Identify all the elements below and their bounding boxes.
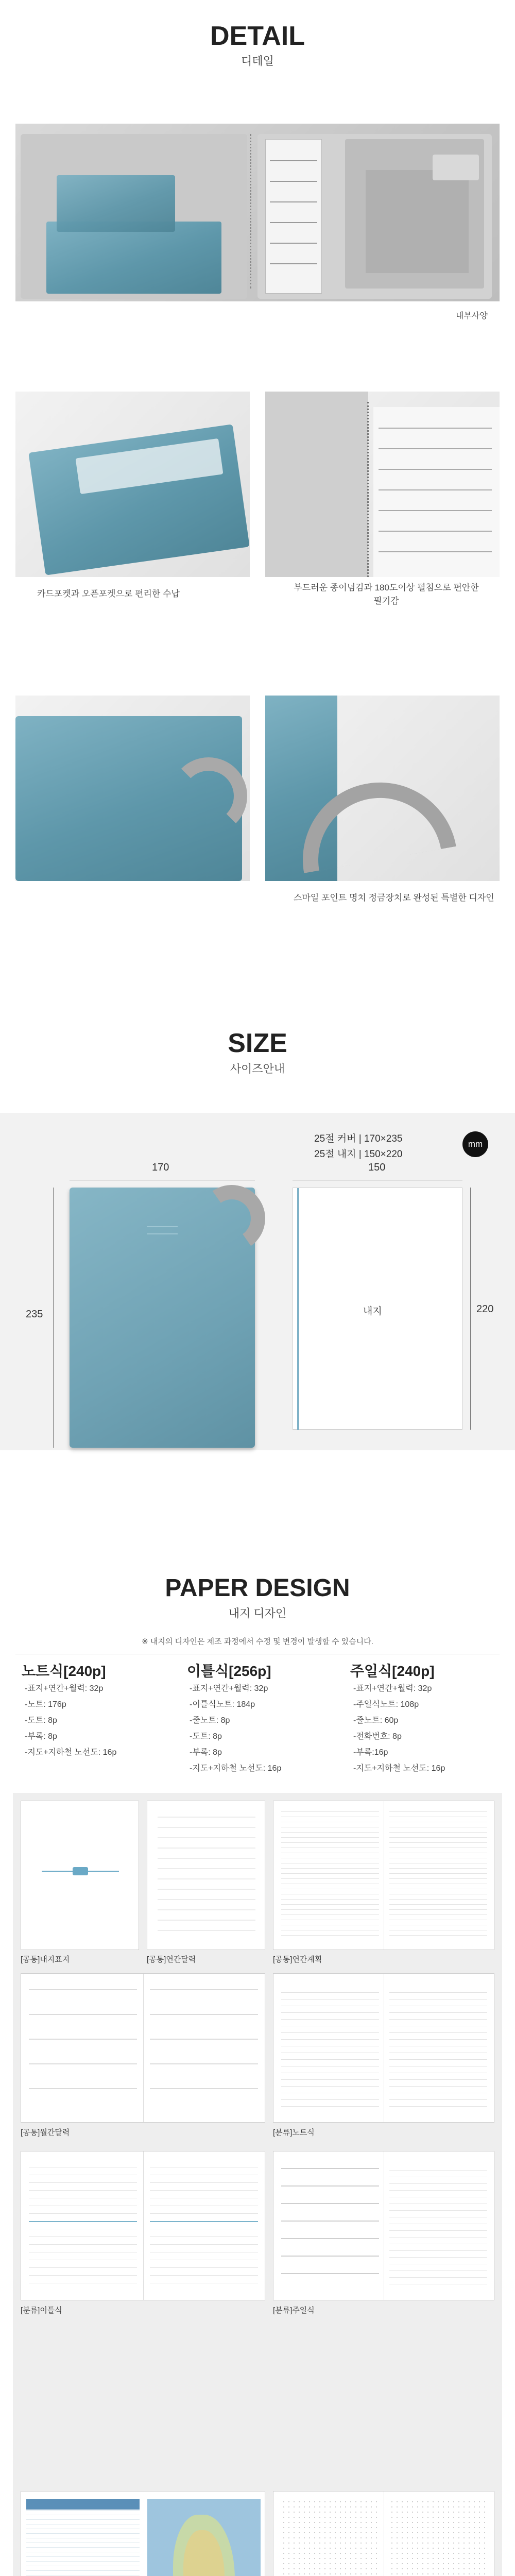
caption-point: 스마일 포인트 명치 정금장치로 완성된 특별한 디자인 (294, 893, 494, 903)
thumb-two-day-type (21, 2151, 265, 2300)
thumb-weekly-type (273, 2151, 494, 2300)
caption-inner-spec: 내부사양 (456, 312, 488, 320)
pd-col-list: -표지+연간+월력: 32p -주일식노트: 108p -줄노트: 60p -전화번호: 8p -부록:16p -지도+지하철 노선도: 16p (353, 1684, 445, 1773)
thumb-cover (21, 1801, 139, 1950)
paper-design-title: PAPER DESIGN (165, 1574, 350, 1602)
inner-height: 220 (476, 1303, 494, 1315)
thumb-caption: [공통]연간계획 (273, 1955, 322, 1964)
left-cover-inner (21, 134, 247, 299)
thumb-caption: [분류]주일식 (273, 2306, 315, 2315)
point-photo-right (265, 696, 500, 881)
thumb-dot (273, 2491, 494, 2576)
notepad (265, 139, 322, 294)
size-title: SIZE (228, 1028, 287, 1058)
cover-height-line (53, 1188, 54, 1448)
thumb-appendix-map (21, 2491, 265, 2576)
pd-col-title: 노트식[240p] (22, 1663, 106, 1679)
thumb-monthly-calendar (21, 1973, 265, 2123)
inner-height-line (470, 1188, 471, 1430)
pd-col-list: -표지+연간+월력: 32p -노트: 176p -도트: 8p -부록: 8p -지도+지하철 노선도: 16p (25, 1684, 117, 1757)
caption-card-pocket: 카드포켓과 오픈포켓으로 편리한 수납 (37, 589, 180, 599)
cover-height: 235 (26, 1309, 43, 1320)
inner-width: 150 (368, 1162, 386, 1173)
paper-design-notice: ※ 내지의 디자인은 제조 과정에서 수정 및 변경이 발생할 수 있습니다. (142, 1637, 373, 1646)
cover-diagram (70, 1188, 255, 1448)
thumb-caption: [공통]연간달력 (147, 1955, 196, 1964)
paper-design-subtitle: 내지 디자인 (228, 1607, 287, 1620)
detail-subtitle: 디테일 (241, 55, 274, 67)
spiral-binding (250, 134, 254, 289)
thumb-caption: [분류]노트식 (273, 2128, 315, 2137)
spec-cover: 25절 커버 | 170×235 (314, 1133, 403, 1144)
unit-badge: mm (462, 1131, 488, 1157)
spec-inner: 25절 내지 | 150×220 (314, 1149, 403, 1160)
thumb-yearly-plan (273, 1801, 494, 1950)
point-photo-left (15, 696, 250, 881)
card-pocket-photo (15, 392, 250, 577)
pd-col-list: -표지+연간+월력: 32p -이틀식노트: 184p -줄노트: 8p -도트: 8p -부록: 8p -지도+지하철 노선도: 16p (190, 1684, 282, 1773)
pd-col-title: 이틀식[256p] (187, 1663, 271, 1679)
right-cover-inner (258, 134, 492, 299)
inner-spec-photo (15, 124, 500, 301)
thumb-caption: [공통]월간달력 (21, 2128, 70, 2137)
card-pocket (57, 175, 175, 232)
thumb-yearly-calendar (147, 1801, 265, 1950)
cover-width: 170 (152, 1162, 169, 1173)
back-pocket (345, 139, 484, 289)
detail-title: DETAIL (210, 21, 305, 51)
pocket-panel (46, 222, 221, 294)
pd-col-title: 주일식[240p] (350, 1663, 435, 1679)
thumb-note-type (273, 1973, 494, 2123)
caption-spring: 부드러운 종이넘김과 180도이상 펼침으로 편안한 필기감 (294, 583, 479, 606)
inner-label: 내지 (363, 1306, 382, 1317)
size-subtitle: 사이즈안내 (230, 1062, 285, 1075)
thumb-caption: [분류]이틀식 (21, 2306, 62, 2315)
thumb-caption: [공통]내지표지 (21, 1955, 70, 1964)
spring-photo (265, 392, 500, 577)
